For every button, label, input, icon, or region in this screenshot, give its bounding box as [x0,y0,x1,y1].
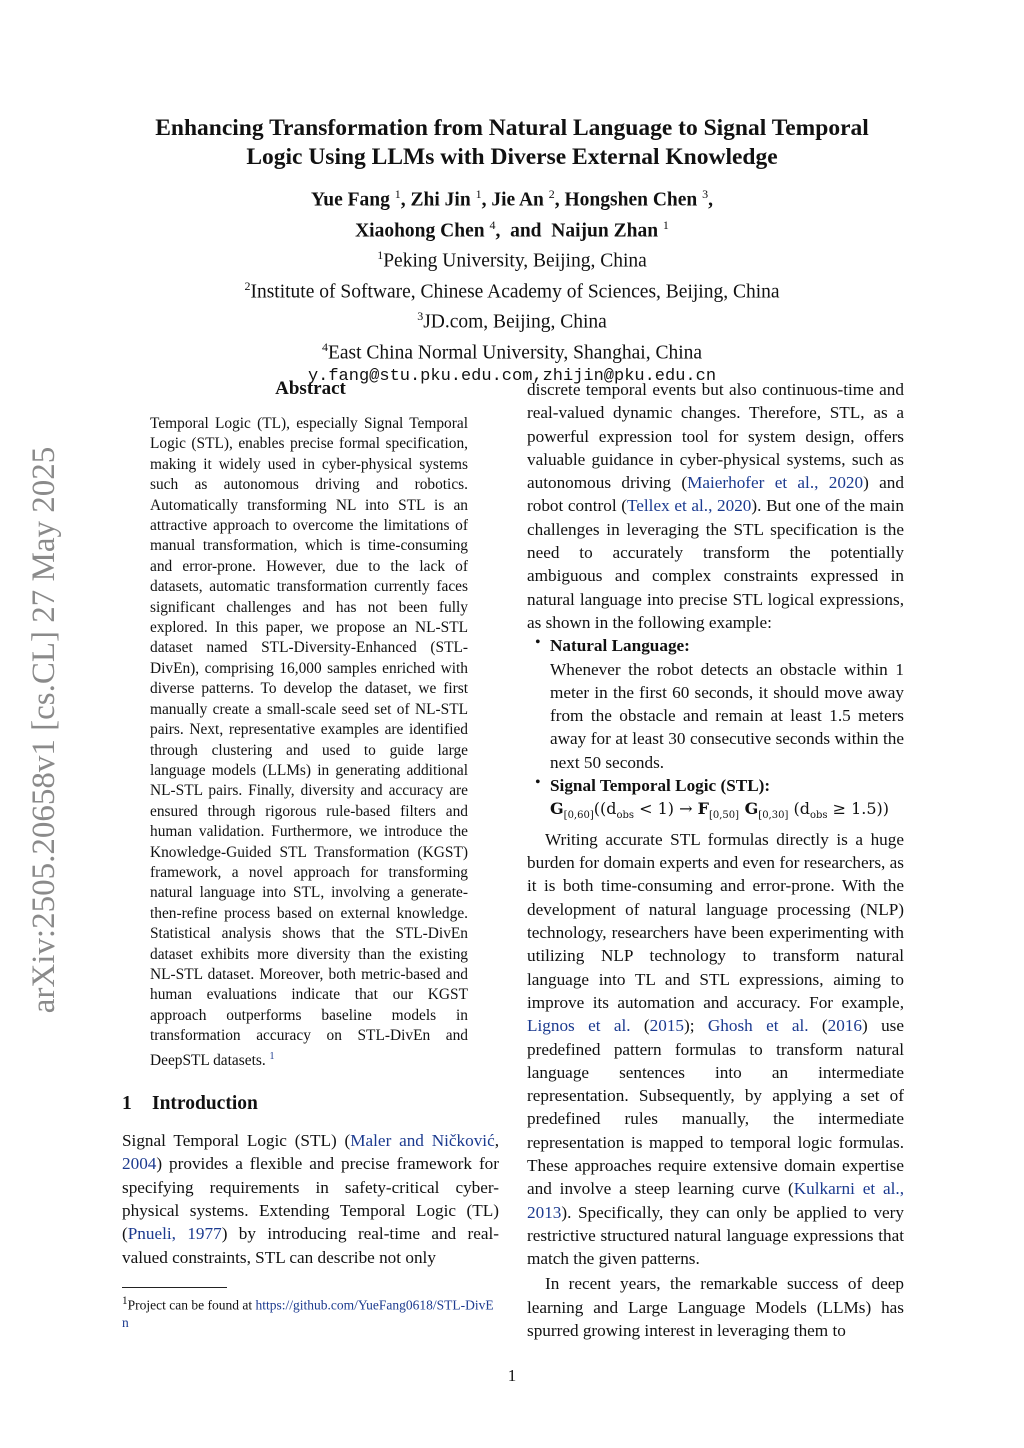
affiliation-text: JD.com, Beijing, China [423,311,607,333]
text-run: ) provides a flexible and precise framework for specifying requirements in safety-critical cyber-physical systems. Extending Temporal Logic (TL) ( [122,1154,499,1244]
body-paragraph [527,378,904,634]
author-line-2 [100,213,924,244]
author-separator: , [554,189,560,211]
author-email: y.fang@stu.pku.edu.com,zhijin@pku.edu.cn [307,367,717,386]
author-affil-mark: 1 [662,217,669,232]
author-name: Yue Fang [310,189,390,211]
citation-link[interactable]: 2004 [122,1154,157,1174]
intro-paragraph [122,1129,499,1269]
text-run: discrete temporal events but also continuous-time and real-valued dynamic changes. Therefore, STL, as a powerful expression tool for system design, offers valuable guidance in cyber-physical systems, such as autonomous driving ( [527,380,904,493]
affiliation-mark: 2 [244,278,251,293]
bullet-heading: Natural Language: [550,636,690,656]
affiliation [100,335,924,366]
text-run: Signal Temporal Logic (STL) ( [122,1131,351,1151]
footnote-divider [122,1287,227,1288]
author-block [100,182,924,389]
affiliation-mark: 3 [417,309,424,323]
paper-title [100,114,924,172]
author-affil-mark: 3 [702,187,709,201]
arxiv-identifier: arXiv:2505.20658v1 [cs.CL] 27 May 2025 [26,446,62,1014]
formula-token: < 1) → [634,799,698,819]
author-name: Xiaohong Chen [355,220,485,241]
formula-token: [0,50] [708,810,740,822]
abstract-body [150,414,468,1071]
author-separator: , [708,189,714,211]
title-line-1: Enhancing Transformation from Natural Language to Signal Temporal [155,115,869,141]
abstract-text: Temporal Logic (TL), especially Signal Temporal Logic (STL), enables precise formal specification, making it widely used in cyber-physical systems such as autonomous driving and robotics. Automatically transforming NL into STL is an attractive approach to overcome the limitations of manual transformation, which is time-consuming and error-prone. However, due to the lack of datasets, automatic transformation currently faces significant challenges and has not been fully explored. In this paper, we propose an NL-STL dataset named STL-Diversity-Enhanced (STL-DivEn), comprising 16,000 samples enriched with diverse patterns. To develop the dataset, we first manually create a small-scale seed set of NL-STL pairs. Next, representative examples are identified through clustering and used to guide large language models (LLMs) in generating additional NL-STL pairs. Finally, diversity and accuracy are ensured through rigorous rule-based filters and human validation. Furthermore, we introduce the Knowledge-Guided STL Transformation (KGST) framework, a novel approach for transforming natural language into STL, involving a generate-then-refine process based on external knowledge. Statistical analysis shows that the STL-DivEn dataset exhibits more diversity than the existing NL-STL dataset. Moreover, both metric-based and human evaluations indicate that our KGST approach outperforms baseline models in transformation accuracy on STL-DivEn and DeepSTL datasets. [150,415,468,1069]
author-separator: , [495,220,501,241]
footnote [122,1292,499,1333]
author-affil-mark: 4 [489,217,496,232]
author-affil-mark: 2 [548,187,555,201]
body-paragraph [527,828,904,1271]
formula-token: obs [616,810,635,822]
left-column [122,378,499,1332]
text-run: ( [630,1016,650,1036]
formula-token: ((d [593,799,617,819]
affiliation-text: Peking University, Beijing, China [383,250,647,272]
body-paragraph: In recent years, the remarkable success of deep learning and Large Language Models (LLMs) has spurred growing interest in leveraging them to [527,1274,904,1341]
author-affil-mark: 1 [475,187,482,201]
page-number: 1 [507,1366,517,1385]
author-name: Zhi Jin [410,189,471,211]
bullet-heading: Signal Temporal Logic (STL): [550,776,771,796]
text-run: ) use predefined pattern formulas to transform natural language sentences into an intermediate representation. Subsequently, by applying a set of predefined rules manually, the intermediate representation is mapped to temporal logic formulas. These approaches require extensive domain expertise and involve a steep learning curve ( [527,1016,904,1199]
author-name: Hongshen Chen [564,189,698,211]
citation-link[interactable]: Kulkarni et al., 2013 [527,1179,904,1222]
citation-link[interactable]: 2015 [649,1016,684,1036]
citation-link[interactable]: Pnueli, 1977 [127,1224,222,1244]
section-heading-introduction [122,1093,499,1115]
section-title: Introduction [152,1093,258,1115]
bullet-natural-language [527,634,904,774]
author-name: Naijun Zhan [551,220,659,241]
abstract-footnote-link[interactable]: 1 [269,1050,275,1062]
formula-token: G [739,799,759,819]
affiliation-mark: 4 [321,339,328,354]
text-run: Writing accurate STL formulas directly is a huge burden for domain experts and even for researchers, as it is both time-consuming and error-prone. With the development of natural language processing (NLP) technology, researchers have been experimenting with utilizing NLP technology to transform natural language into TL and STL expressions, aiming to improve its automation and accuracy. For example, [527,829,904,1012]
footnote-mark: 1 [122,1294,128,1307]
citation-link[interactable]: Lignos et al. [527,1016,631,1036]
formula-token: obs [809,810,828,822]
section-number: 1 [122,1093,132,1115]
author-affil-mark: 1 [394,187,401,201]
citation-link[interactable]: Tellex et al., 2020 [626,496,752,516]
footnote-text: Project can be found at [127,1297,256,1313]
right-column [527,378,904,1342]
stl-formula [527,797,904,827]
formula-token: (d [788,799,810,819]
bullet-text: Whenever the robot detects an obstacle within 1 meter in the first 60 seconds, it should move away from the obstacle and remain at least 1.5 meters away for at least 30 consecutive seconds within the next 50 seconds. [550,659,904,772]
text-run: ) and robot control ( [527,473,904,516]
author-line-1 [100,182,924,213]
bullet-stl [527,774,904,797]
text-run: , [494,1131,500,1151]
text-run: ); [684,1016,708,1036]
formula-token: G [550,799,564,819]
formula-token: F [697,799,709,819]
citation-link[interactable]: Ghosh et al. [707,1016,809,1036]
affiliation [100,274,924,305]
author-separator: , [400,189,406,211]
citation-link[interactable]: Maler and Ničković [350,1131,495,1151]
text-run: ( [808,1016,828,1036]
project-url-link[interactable]: https://github.com/YueFang0618/STL-DivEn [122,1297,494,1331]
affiliation [100,304,924,335]
formula-token: [0,30] [758,810,789,822]
affiliation-text: Institute of Software, Chinese Academy of Sciences, Beijing, China [250,281,780,302]
author-name: Jie An [491,189,544,211]
affiliation-mark: 1 [377,248,384,262]
citation-link[interactable]: Maierhofer et al., 2020 [687,473,864,493]
citation-link[interactable]: 2016 [827,1016,862,1036]
text-run: ) by introducing real-time and real-valued constraints, STL can describe not only [122,1224,499,1267]
affiliation-text: East China Normal University, Shanghai, China [327,342,703,363]
author-conjunction: and [510,220,542,241]
abstract-heading: Abstract [275,378,346,399]
bullet-marker: • [535,634,541,652]
arxiv-sidebar [18,420,70,1040]
formula-token: ≥ 1.5)) [827,799,890,819]
bullet-marker: • [535,774,541,792]
author-separator: , [481,189,487,211]
text-run: ). But one of the main challenges in leveraging the STL specification is the need to accurately transform the potentially ambiguous and complex constraints expressed in natural language into precise STL logical expressions, as shown in the following example: [527,496,904,632]
title-line-2: Logic Using LLMs with Diverse External Knowledge [246,144,778,170]
affiliation [100,243,924,274]
formula-token: [0,60] [563,810,594,822]
text-run: ). Specifically, they can only be applied to very restrictive structured natural language expressions that match the given patterns. [527,1202,904,1269]
